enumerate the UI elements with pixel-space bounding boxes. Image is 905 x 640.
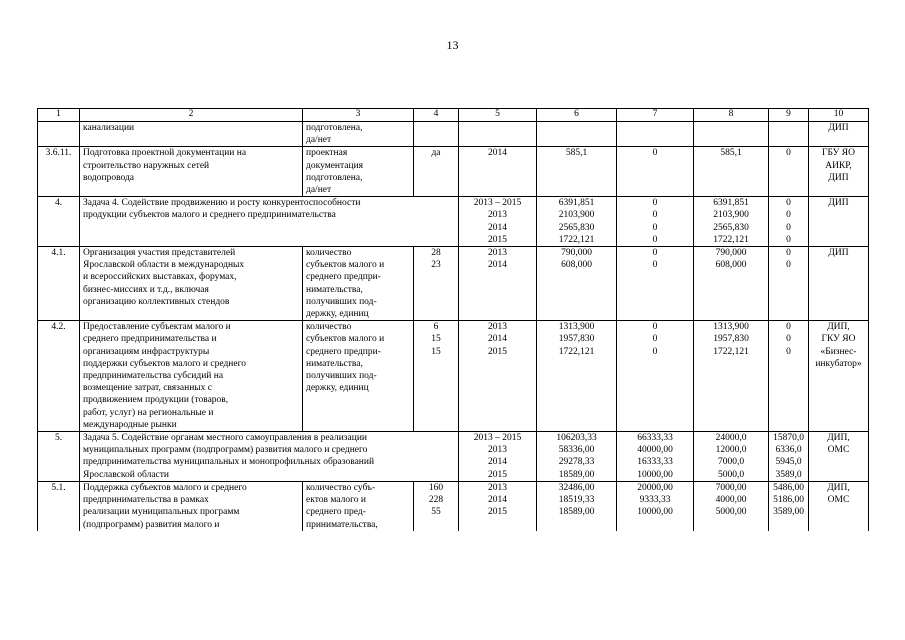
program-table — [37, 108, 869, 531]
item-number-cell: 4. — [38, 197, 80, 247]
column-header: 5 — [459, 109, 537, 122]
indicator-cell: проектная документация подготовлена, да/нет — [303, 147, 414, 197]
table-row — [38, 481, 869, 530]
indicator-value-cell: 6 15 15 — [414, 321, 459, 432]
amount-cell: 0 0 — [617, 247, 694, 321]
amount-cell: 790,000 608,000 — [694, 247, 769, 321]
item-number-cell: 5.1. — [38, 481, 80, 530]
executor-cell: ДИП — [809, 197, 869, 247]
amount-cell — [537, 122, 617, 147]
indicator-value-cell: да — [414, 147, 459, 197]
executor-cell: ДИП, ГКУ ЯО «Бизнес- инкубатор» — [809, 321, 869, 432]
indicator-value-cell: 160 228 55 — [414, 481, 459, 530]
amount-cell: 6391,851 2103,900 2565,830 1722,121 — [537, 197, 617, 247]
years-cell: 2014 — [459, 147, 537, 197]
item-number-cell: 3.6.11. — [38, 147, 80, 197]
page-number: 13 — [446, 38, 459, 52]
years-cell: 2013 2014 2015 — [459, 321, 537, 432]
indicator-cell: подготовлена, да/нет — [303, 122, 414, 147]
indicator-cell: количество субъектов малого и среднего предпри- нимательства, получивших под- держку, единиц — [303, 247, 414, 321]
amount-cell: 0 0 0 — [769, 321, 809, 432]
executor-cell: ГБУ ЯО АИКР, ДИП — [809, 147, 869, 197]
amount-cell — [617, 122, 694, 147]
amount-cell: 32486,00 18519,33 18589,00 — [537, 481, 617, 530]
years-cell: 2013 2014 — [459, 247, 537, 321]
item-number-cell: 4.2. — [38, 321, 80, 432]
column-number-row — [38, 109, 869, 122]
item-number-cell — [38, 122, 80, 147]
measure-description-cell: Подготовка проектной документации на строительство наружных сетей водопровода — [80, 147, 303, 197]
indicator-value-cell — [414, 122, 459, 147]
years-cell: 2013 2014 2015 — [459, 481, 537, 530]
item-number-cell: 4.1. — [38, 247, 80, 321]
table-header — [38, 109, 869, 122]
task-description-cell: Задача 5. Содействие органам местного самоуправления в реализации муниципальных программ (подпрограмм) развития малого и среднего предпринимательства муниципальных и монопрофильных образований Ярославской области — [80, 432, 459, 482]
column-header: 9 — [769, 109, 809, 122]
table-row — [38, 147, 869, 197]
measure-description-cell: Организация участия представителей Ярославской области в международных и всероссийских выставках, форумах, бизнес-миссиях и т.д., включая организацию коллективных стендов — [80, 247, 303, 321]
amount-cell: 7000,00 4000,00 5000,00 — [694, 481, 769, 530]
executor-cell: ДИП — [809, 247, 869, 321]
amount-cell: 1313,900 1957,830 1722,121 — [537, 321, 617, 432]
column-header: 3 — [303, 109, 414, 122]
executor-cell: ДИП, ОМС — [809, 432, 869, 482]
amount-cell: 24000,0 12000,0 7000,0 5000,0 — [694, 432, 769, 482]
amount-cell: 1313,900 1957,830 1722,121 — [694, 321, 769, 432]
years-cell: 2013 – 2015 2013 2014 2015 — [459, 197, 537, 247]
amount-cell: 15870,0 6336,0 5945,0 3589,0 — [769, 432, 809, 482]
amount-cell — [769, 122, 809, 147]
column-header: 7 — [617, 109, 694, 122]
amount-cell: 20000,00 9333,33 10000,00 — [617, 481, 694, 530]
amount-cell: 0 — [617, 147, 694, 197]
amount-cell: 0 0 0 — [617, 321, 694, 432]
amount-cell: 585,1 — [537, 147, 617, 197]
amount-cell: 66333,33 40000,00 16333,33 10000,00 — [617, 432, 694, 482]
amount-cell — [694, 122, 769, 147]
table-row — [38, 197, 869, 247]
column-header: 6 — [537, 109, 617, 122]
executor-cell: ДИП — [809, 122, 869, 147]
column-header: 8 — [694, 109, 769, 122]
amount-cell: 0 0 0 0 — [769, 197, 809, 247]
years-cell: 2013 – 2015 2013 2014 2015 — [459, 432, 537, 482]
amount-cell: 106203,33 58336,00 29278,33 18589,00 — [537, 432, 617, 482]
column-header: 1 — [38, 109, 80, 122]
item-number-cell: 5. — [38, 432, 80, 482]
task-description-cell: Задача 4. Содействие продвижению и росту конкурентоспособности продукции субъектов малого и среднего предпринимательства — [80, 197, 459, 247]
amount-cell: 5486,00 5186,00 3589,00 — [769, 481, 809, 530]
measure-description-cell: Предоставление субъектам малого и среднего предпринимательства и организациям инфраструктуры поддержки субъектов малого и среднего предпринимательства субсидий на возмещение затрат, связанных с продвижением продукции (товаров, работ, услуг) на региональные и международные рынки — [80, 321, 303, 432]
measure-description-cell: Поддержка субъектов малого и среднего предпринимательства в рамках реализации муниципальных программ (подпрограмм) развития малого и — [80, 481, 303, 530]
amount-cell: 585,1 — [694, 147, 769, 197]
amount-cell: 6391,851 2103,900 2565,830 1722,121 — [694, 197, 769, 247]
amount-cell: 0 0 0 0 — [617, 197, 694, 247]
amount-cell: 790,000 608,000 — [537, 247, 617, 321]
executor-cell: ДИП, ОМС — [809, 481, 869, 530]
indicator-cell: количество субъектов малого и среднего предпри- нимательства, получивших под- держку, единиц — [303, 321, 414, 432]
amount-cell: 0 — [769, 147, 809, 197]
measure-description-cell: канализации — [80, 122, 303, 147]
indicator-value-cell: 28 23 — [414, 247, 459, 321]
table-row — [38, 321, 869, 432]
table-row — [38, 122, 869, 147]
column-header: 2 — [80, 109, 303, 122]
indicator-cell: количество субъ- ектов малого и среднего пред- принимательства, — [303, 481, 414, 530]
years-cell — [459, 122, 537, 147]
column-header: 4 — [414, 109, 459, 122]
amount-cell: 0 0 — [769, 247, 809, 321]
column-header: 10 — [809, 109, 869, 122]
table-row — [38, 247, 869, 321]
table-row — [38, 432, 869, 482]
